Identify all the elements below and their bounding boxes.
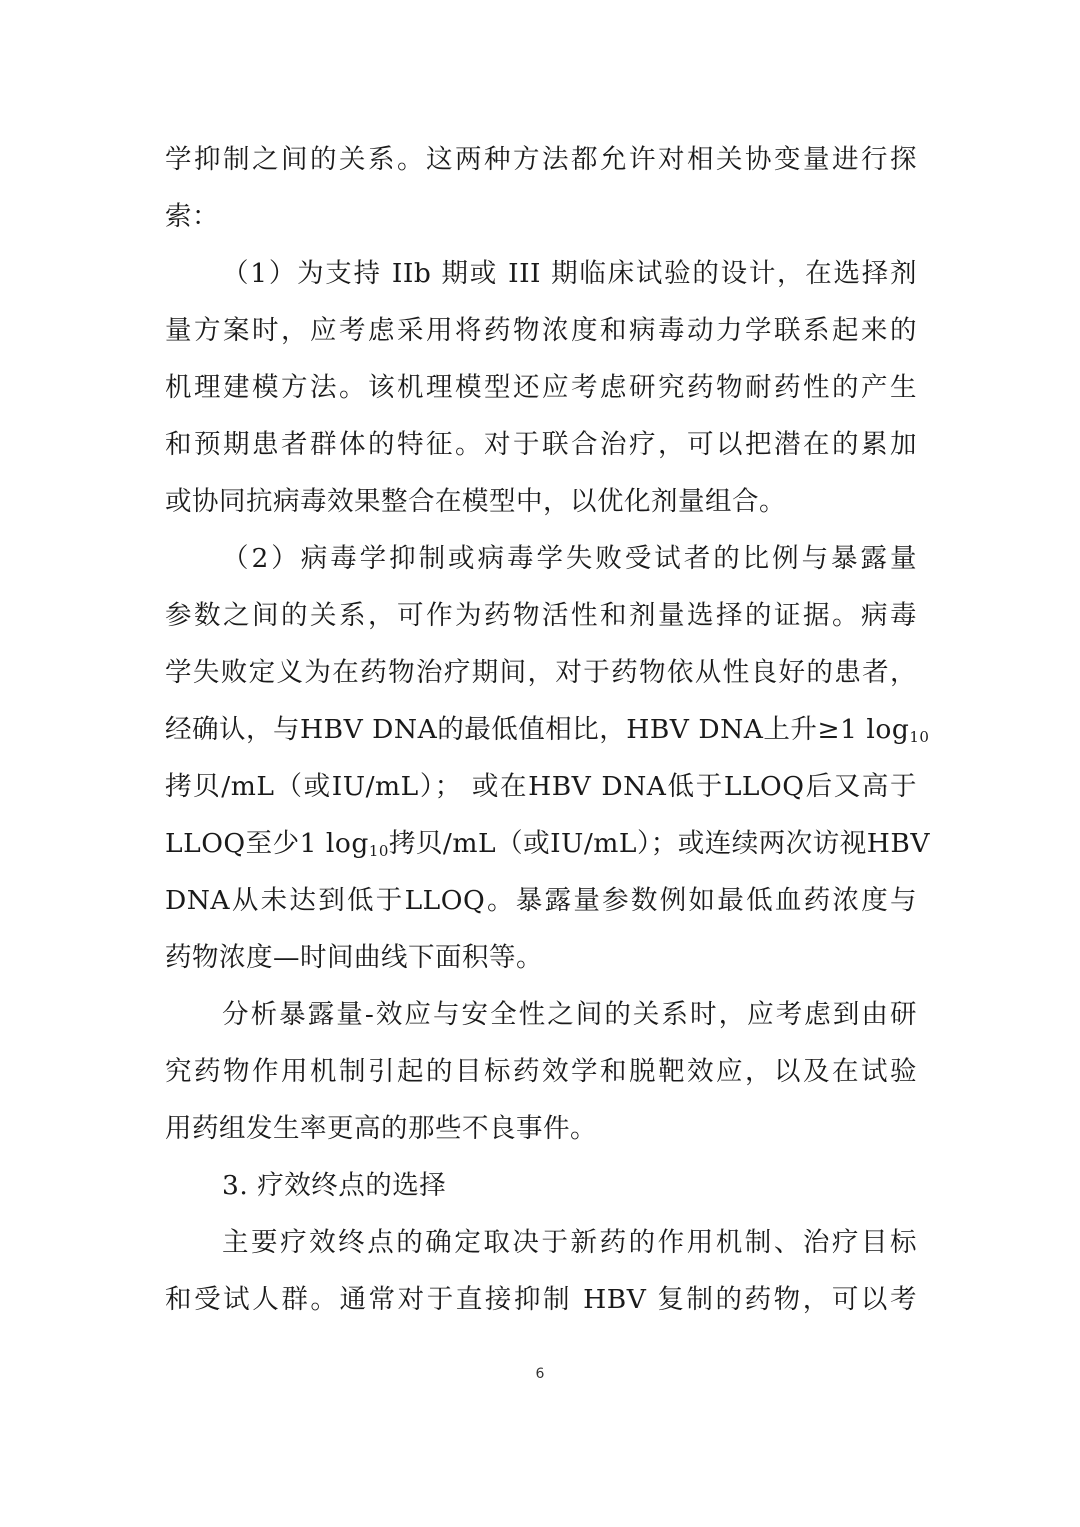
text-line — [165, 824, 931, 864]
text-line: 或协同抗病毒效果整合在模型中，以优化剂量组合。 — [165, 486, 786, 517]
text-line: 药物浓度—时间曲线下面积等。 — [165, 942, 543, 973]
text-line: 和预期患者群体的特征。对于联合治疗，可以把潜在的累加 — [165, 429, 917, 460]
text-line: 和受试人群。通常对于直接抑制 HBV 复制的药物，可以考 — [165, 1284, 917, 1315]
text-line: 参数之间的关系，可作为药物活性和剂量选择的证据。病毒 — [165, 600, 917, 631]
text-line: （1）为支持 IIb 期或 III 期临床试验的设计，在选择剂 — [222, 258, 917, 289]
text-line: 用药组发生率更高的那些不良事件。 — [165, 1113, 597, 1144]
text-line: 拷贝/mL（或IU/mL）； 或在HBV DNA低于LLOQ后又高于 — [165, 771, 917, 802]
subscript: 10 — [909, 728, 930, 746]
text-line: 机理建模方法。该机理模型还应考虑研究药物耐药性的产生 — [165, 372, 917, 403]
text-line: 主要疗效终点的确定取决于新药的作用机制、治疗目标 — [222, 1227, 917, 1258]
text-line: 学抑制之间的关系。这两种方法都允许对相关协变量进行探 — [165, 144, 917, 175]
text-span: 经确认，与HBV DNA的最低值相比，HBV DNA上升≥1 log — [165, 714, 910, 745]
section-heading: 3. 疗效终点的选择 — [222, 1170, 447, 1201]
page-number: 6 — [535, 1366, 545, 1382]
text-line: 学失败定义为在药物治疗期间，对于药物依从性良好的患者， — [165, 657, 917, 688]
text-span: 拷贝/mL（或IU/mL）；或连续两次访视HBV — [388, 828, 931, 859]
text-line: 量方案时，应考虑采用将药物浓度和病毒动力学联系起来的 — [165, 315, 917, 346]
subscript: 10 — [368, 842, 389, 860]
text-line: 索： — [165, 201, 219, 232]
text-line: DNA从未达到低于LLOQ。暴露量参数例如最低血药浓度与 — [165, 885, 917, 916]
text-line: 究药物作用机制引起的目标药效学和脱靶效应，以及在试验 — [165, 1056, 917, 1087]
text-line: 分析暴露量-效应与安全性之间的关系时，应考虑到由研 — [222, 999, 917, 1030]
text-line: （2）病毒学抑制或病毒学失败受试者的比例与暴露量 — [222, 543, 917, 574]
text-line — [165, 710, 930, 750]
text-span: LLOQ至少1 log — [165, 828, 369, 859]
